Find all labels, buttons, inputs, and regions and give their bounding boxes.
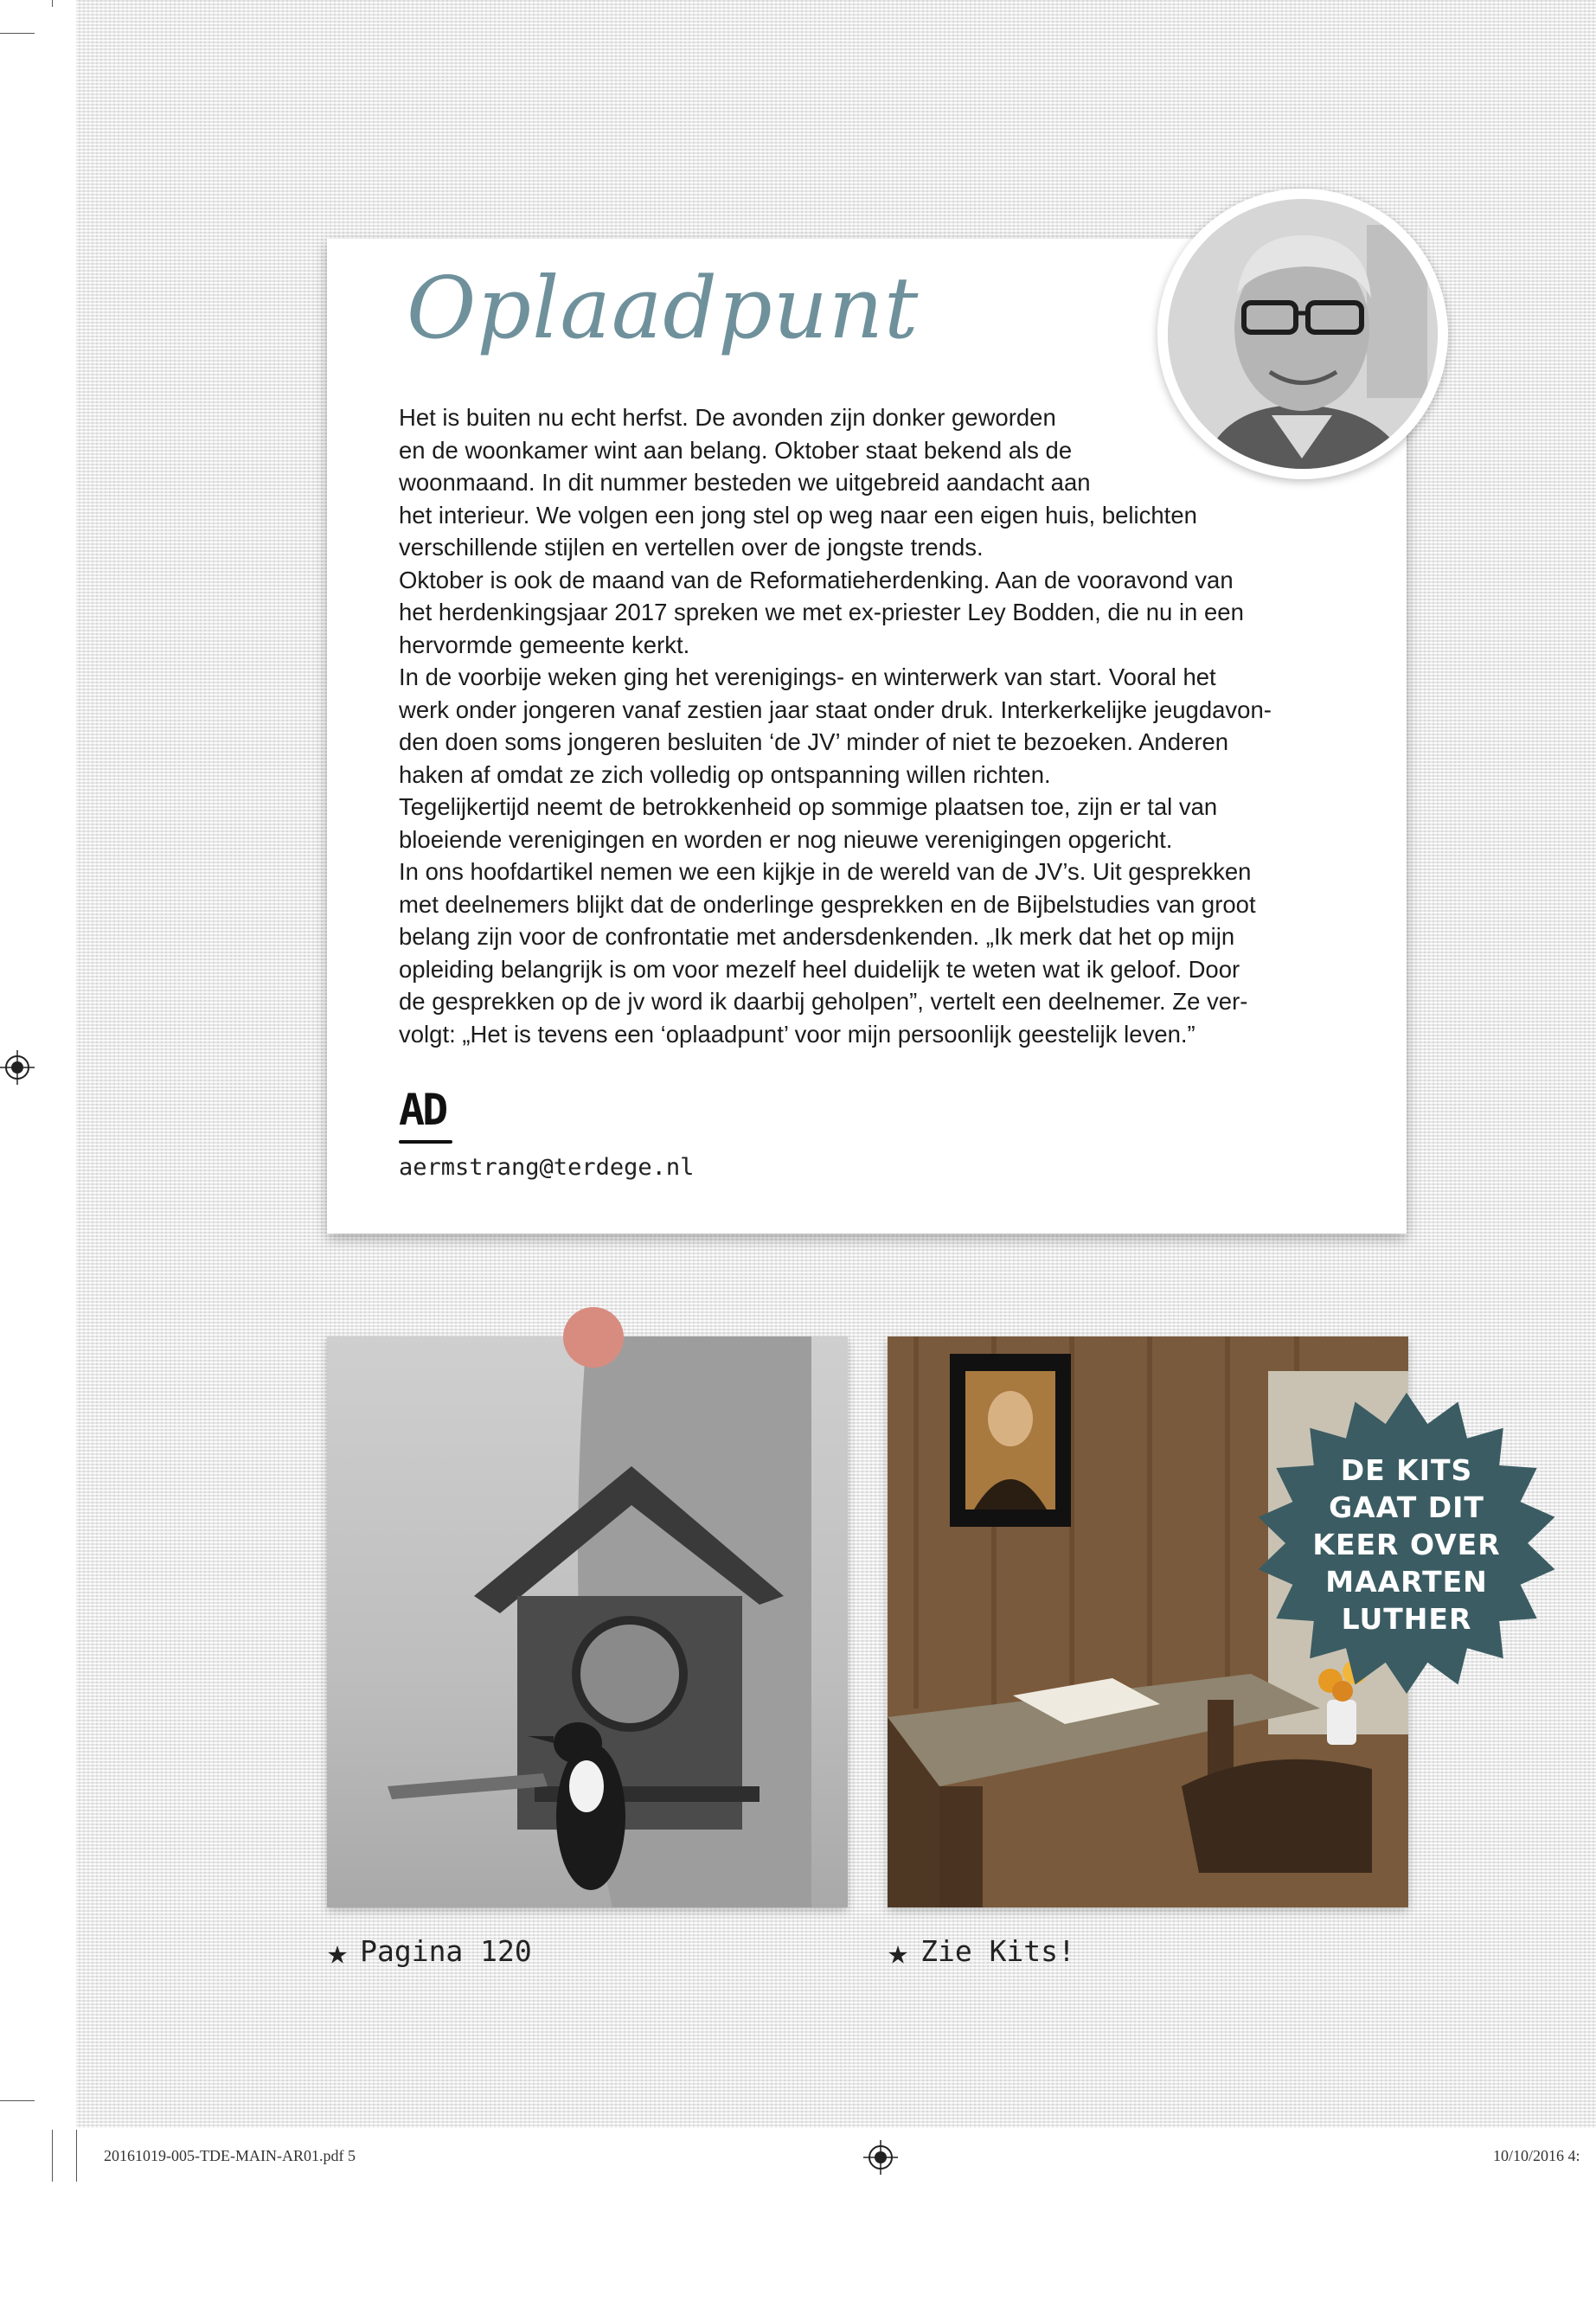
body-line: In de voorbije weken ging het verenigings- en winterwerk van start. Vooral het xyxy=(399,663,1216,690)
body-line: den doen soms jongeren besluiten ‘de JV’ minder of niet te bezoeken. Anderen xyxy=(399,728,1229,755)
badge-line: MAARTEN xyxy=(1325,1565,1488,1599)
body-line: en de woonkamer wint aan belang. Oktober staat bekend als de xyxy=(399,436,1073,464)
caption-right[interactable] xyxy=(888,1932,1075,1972)
caption-left-text: Pagina 120 xyxy=(360,1934,532,1968)
print-footer-date: 10/10/2016 4: xyxy=(1493,2147,1580,2164)
badge-line: GAAT DIT xyxy=(1329,1490,1484,1524)
body-line: Het is buiten nu echt herfst. De avonden zijn donker geworden xyxy=(399,404,1056,431)
signature-underline xyxy=(399,1140,452,1144)
body-line: volgt: „Het is tevens een ‘oplaadpunt’ voor mijn persoonlijk geestelijk leven.” xyxy=(399,1020,1195,1048)
badge-line: KEER OVER xyxy=(1312,1528,1501,1561)
body-line: verschillende stijlen en vertellen over de jongste trends. xyxy=(399,534,984,561)
star-icon: ★ xyxy=(888,1932,909,1972)
body-line: opleiding belangrijk is om voor mezelf heel duidelijk te weten wat ik geloof. Door xyxy=(399,955,1240,983)
signature-initials: AD xyxy=(399,1085,446,1135)
page-title: Oplaadpunt xyxy=(407,260,920,358)
star-icon: ★ xyxy=(327,1932,349,1972)
kits-badge-text xyxy=(1254,1452,1559,1638)
body-line: het interieur. We volgen een jong stel op weg naar een eigen huis, belichten xyxy=(399,501,1197,529)
crop-mark xyxy=(0,2100,35,2101)
editorial-body xyxy=(399,401,1342,1050)
body-line: het herdenkingsjaar 2017 spreken we met ex-priester Ley Bodden, die nu in een xyxy=(399,599,1244,625)
body-line: bloeiende verenigingen en worden er nog nieuwe verenigingen opgericht. xyxy=(399,825,1173,853)
woodpecker-birdhouse-photo xyxy=(327,1336,848,1907)
registration-mark-icon xyxy=(0,1050,35,1085)
body-line: Tegelijkertijd neemt de betrokkenheid op sommige plaatsen toe, zijn er tal van xyxy=(399,793,1218,820)
body-line: Oktober is ook de maand van de Reformatieherdenking. Aan de vooravond van xyxy=(399,566,1234,593)
body-line: met deelnemers blijkt dat de onderlinge gesprekken en de Bijbelstudies van groot xyxy=(399,890,1256,918)
signature-email[interactable]: aermstrang@terdege.nl xyxy=(399,1154,695,1181)
body-line: In ons hoofdartikel nemen we een kijkje in de wereld van de JV’s. Uit gesprekken xyxy=(399,858,1252,885)
crop-mark xyxy=(76,2130,77,2182)
registration-mark-icon xyxy=(863,2140,898,2175)
badge-line: LUTHER xyxy=(1341,1602,1472,1636)
badge-line: DE KITS xyxy=(1340,1453,1473,1487)
caption-left[interactable] xyxy=(327,1932,532,1972)
crop-mark xyxy=(0,33,35,34)
body-line: belang zijn voor de confrontatie met andersdenkenden. „Ik merk dat het op mijn xyxy=(399,923,1235,950)
caption-right-text: Zie Kits! xyxy=(920,1934,1075,1968)
body-line: de gesprekken op de jv word ik daarbij geholpen”, vertelt een deelnemer. Ze ver- xyxy=(399,988,1248,1015)
woodpecker-birdhouse-illustration xyxy=(327,1336,848,1907)
crop-mark xyxy=(52,2130,53,2182)
body-line: werk onder jongeren vanaf zestien jaar staat onder druk. Interkerkelijke jeugdavon- xyxy=(399,695,1272,723)
body-line: woonmaand. In dit nummer besteden we uitgebreid aandacht aan xyxy=(399,469,1091,496)
accent-dot xyxy=(563,1307,624,1368)
crop-mark xyxy=(52,0,53,7)
body-line: hervormde gemeente kerkt. xyxy=(399,631,690,658)
print-footer-filename: 20161019-005-TDE-MAIN-AR01.pdf 5 xyxy=(104,2147,356,2164)
body-line: haken af omdat ze zich volledig op ontspanning willen richten. xyxy=(399,760,1051,788)
